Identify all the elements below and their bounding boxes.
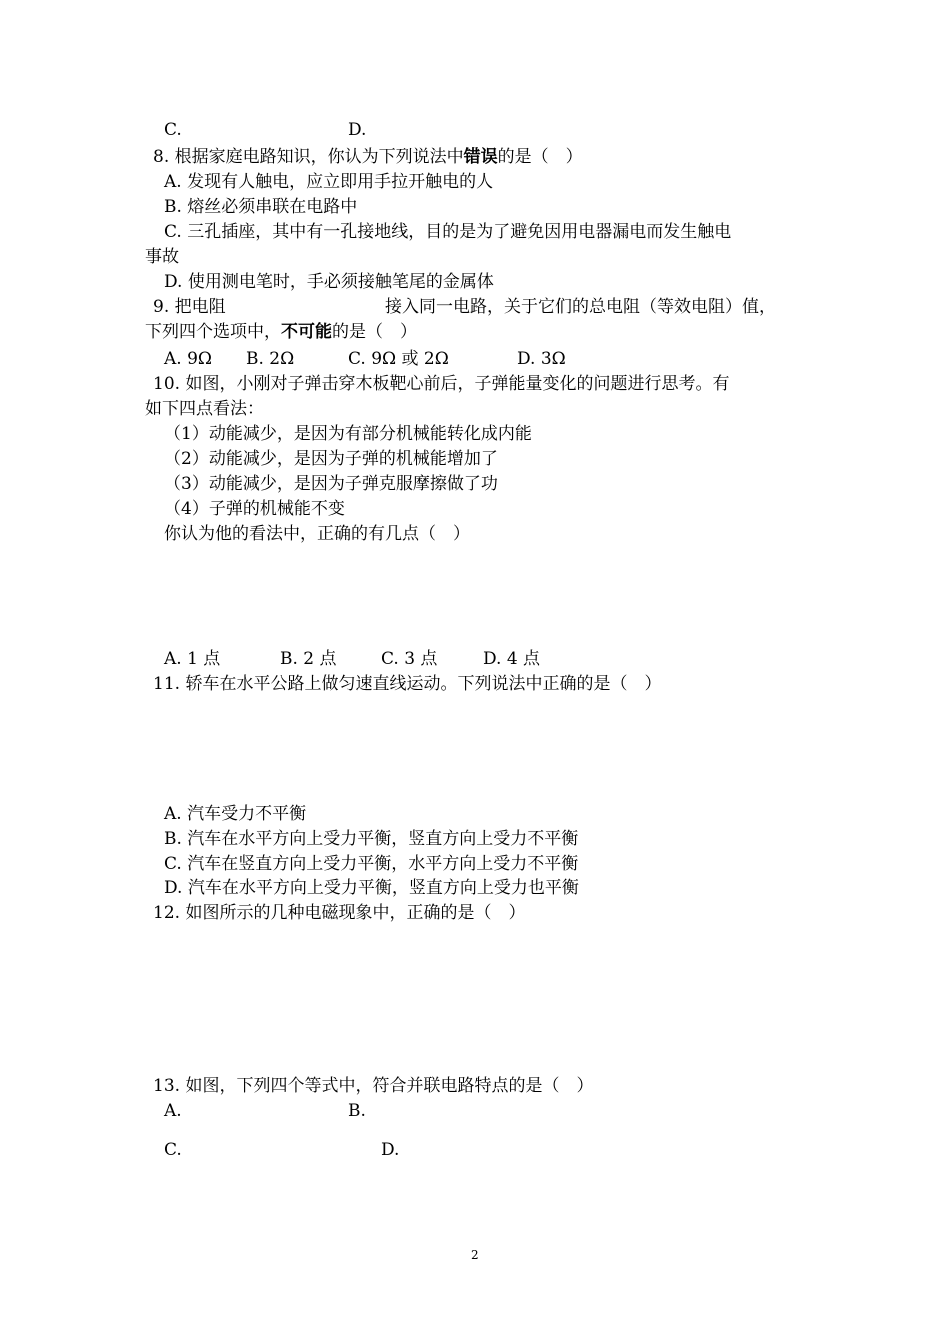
q8-option-b: B. 熔丝必须串联在电路中 bbox=[164, 197, 358, 217]
q10-point-3: （3）动能减少，是因为子弹克服摩擦做了功 bbox=[164, 474, 498, 494]
q9-stem-line1b: 接入同一电路，关于它们的总电阻（等效电阻）值， bbox=[385, 297, 776, 317]
q8-stem-post: 的是（ ） bbox=[497, 147, 583, 167]
q13-option-a: A. bbox=[164, 1101, 182, 1121]
q10-stem-line1: 10. 如图，小刚对子弹击穿木板靶心前后，子弹能量变化的问题进行思考。有 bbox=[153, 374, 730, 394]
q9-option-d: D. 3Ω bbox=[517, 349, 566, 369]
q10-point-2: （2）动能减少，是因为子弹的机械能增加了 bbox=[164, 449, 498, 469]
q9-option-b: B. 2Ω bbox=[246, 349, 295, 369]
q8-option-c-line2: 事故 bbox=[145, 247, 179, 267]
q11-option-a: A. 汽车受力不平衡 bbox=[164, 804, 307, 824]
q9-option-c: C. 9Ω 或 2Ω bbox=[348, 349, 449, 369]
q13-stem: 13. 如图，下列四个等式中，符合并联电路特点的是（ ） bbox=[153, 1076, 594, 1096]
q8-stem-pre: 8. 根据家庭电路知识，你认为下列说法中 bbox=[153, 147, 464, 167]
q13-option-b: B. bbox=[348, 1101, 366, 1121]
q10-option-a: A. 1 点 bbox=[164, 649, 221, 669]
q10-point-1: （1）动能减少，是因为有部分机械能转化成内能 bbox=[164, 424, 532, 444]
q10-option-b: B. 2 点 bbox=[280, 649, 337, 669]
q10-option-c: C. 3 点 bbox=[381, 649, 438, 669]
q11-option-c: C. 汽车在竖直方向上受力平衡，水平方向上受力不平衡 bbox=[164, 854, 579, 874]
q9-stem-bold: 不可能 bbox=[281, 322, 332, 342]
q11-stem: 11. 轿车在水平公路上做匀速直线运动。下列说法中正确的是（ ） bbox=[153, 674, 662, 694]
q13-option-c: C. bbox=[164, 1140, 182, 1160]
q9-stem-pre: 下列四个选项中， bbox=[145, 322, 281, 342]
q8-stem bbox=[153, 146, 583, 168]
q9-stem-post: 的是（ ） bbox=[332, 322, 417, 342]
q10-stem-line2: 如下四点看法： bbox=[145, 399, 264, 419]
q12-stem: 12. 如图所示的几种电磁现象中，正确的是（ ） bbox=[153, 903, 526, 923]
q7-option-d: D. bbox=[348, 120, 367, 140]
q11-option-d: D. 汽车在水平方向上受力平衡，竖直方向上受力也平衡 bbox=[164, 878, 579, 898]
q10-ask: 你认为他的看法中，正确的有几点（ ） bbox=[164, 524, 470, 544]
q8-stem-bold: 错误 bbox=[463, 147, 498, 167]
q10-option-d: D. 4 点 bbox=[483, 649, 541, 669]
q9-stem-line2 bbox=[145, 321, 417, 343]
page-number: 2 bbox=[471, 1248, 479, 1262]
q8-option-a: A. 发现有人触电，应立即用手拉开触电的人 bbox=[164, 172, 494, 192]
q9-option-a: A. 9Ω bbox=[164, 349, 212, 369]
q8-option-d: D. 使用测电笔时，手必须接触笔尾的金属体 bbox=[164, 272, 494, 292]
q11-option-b: B. 汽车在水平方向上受力平衡，竖直方向上受力不平衡 bbox=[164, 829, 579, 849]
q9-stem-line1a: 9. 把电阻 bbox=[153, 297, 226, 317]
q10-point-4: （4）子弹的机械能不变 bbox=[164, 499, 345, 519]
q8-option-c-line1: C. 三孔插座，其中有一孔接地线，目的是为了避免因用电器漏电而发生触电 bbox=[164, 222, 732, 242]
q13-option-d: D. bbox=[381, 1140, 400, 1160]
q7-option-c: C. bbox=[164, 120, 182, 140]
